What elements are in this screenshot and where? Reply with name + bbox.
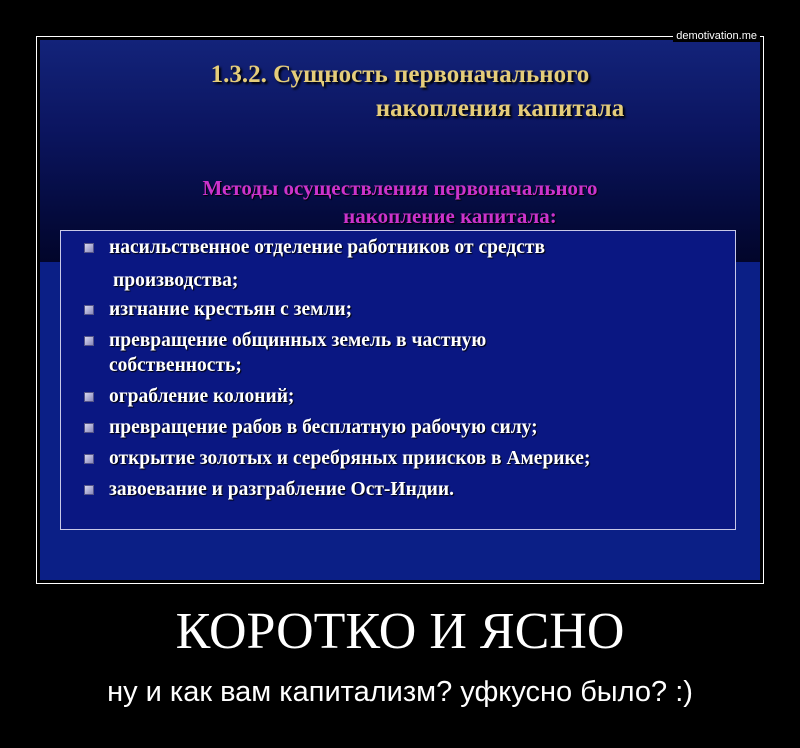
square-bullet-icon [84, 485, 94, 495]
watermark: demotivation.me [673, 30, 760, 42]
list-item [81, 384, 725, 409]
list-item-text: превращение рабов в бесплатную рабочую силу; [109, 417, 538, 438]
list-item [81, 297, 725, 322]
list-item [81, 415, 725, 440]
list-item-text-continued: собственность; [109, 355, 242, 376]
slide-title-line2: накопления капитала [375, 95, 625, 122]
square-bullet-icon [84, 392, 94, 402]
square-bullet-icon [84, 423, 94, 433]
square-bullet-icon [84, 243, 94, 253]
square-bullet-icon [84, 336, 94, 346]
caption-title: КОРОТКО И ЯСНО [175, 603, 625, 660]
square-bullet-icon [84, 305, 94, 315]
slide-title [40, 58, 760, 126]
square-bullet-icon [84, 454, 94, 464]
list-item [81, 477, 725, 502]
slide-subtitle-line2: накопление капитала: [343, 204, 557, 228]
list-item [81, 328, 725, 378]
list-item-text-continued: производства; [113, 270, 239, 291]
list-item-text: превращение общинных земель в частную [109, 330, 487, 351]
slide-subtitle [40, 174, 760, 230]
methods-list [81, 235, 725, 508]
slide-subtitle-line1: Методы осуществления первоначального [202, 176, 598, 200]
list-item-text: завоевание и разграбление Ост-Индии. [109, 479, 455, 500]
list-item-text: открытие золотых и серебряных приисков в Америке; [109, 448, 591, 469]
slide-image [40, 40, 760, 580]
methods-box [60, 230, 736, 530]
slide-title-line1: 1.3.2. Сущность первоначального [210, 61, 590, 88]
caption-text: ну и как вам капитализм? уфкусно было? :) [107, 676, 693, 708]
list-item-text: насильственное отделение работников от средств [109, 237, 545, 258]
list-item-text: ограбление колоний; [109, 386, 295, 407]
list-item [81, 235, 725, 293]
list-item-text: изгнание крестьян с земли; [109, 299, 353, 320]
list-item [81, 446, 725, 471]
